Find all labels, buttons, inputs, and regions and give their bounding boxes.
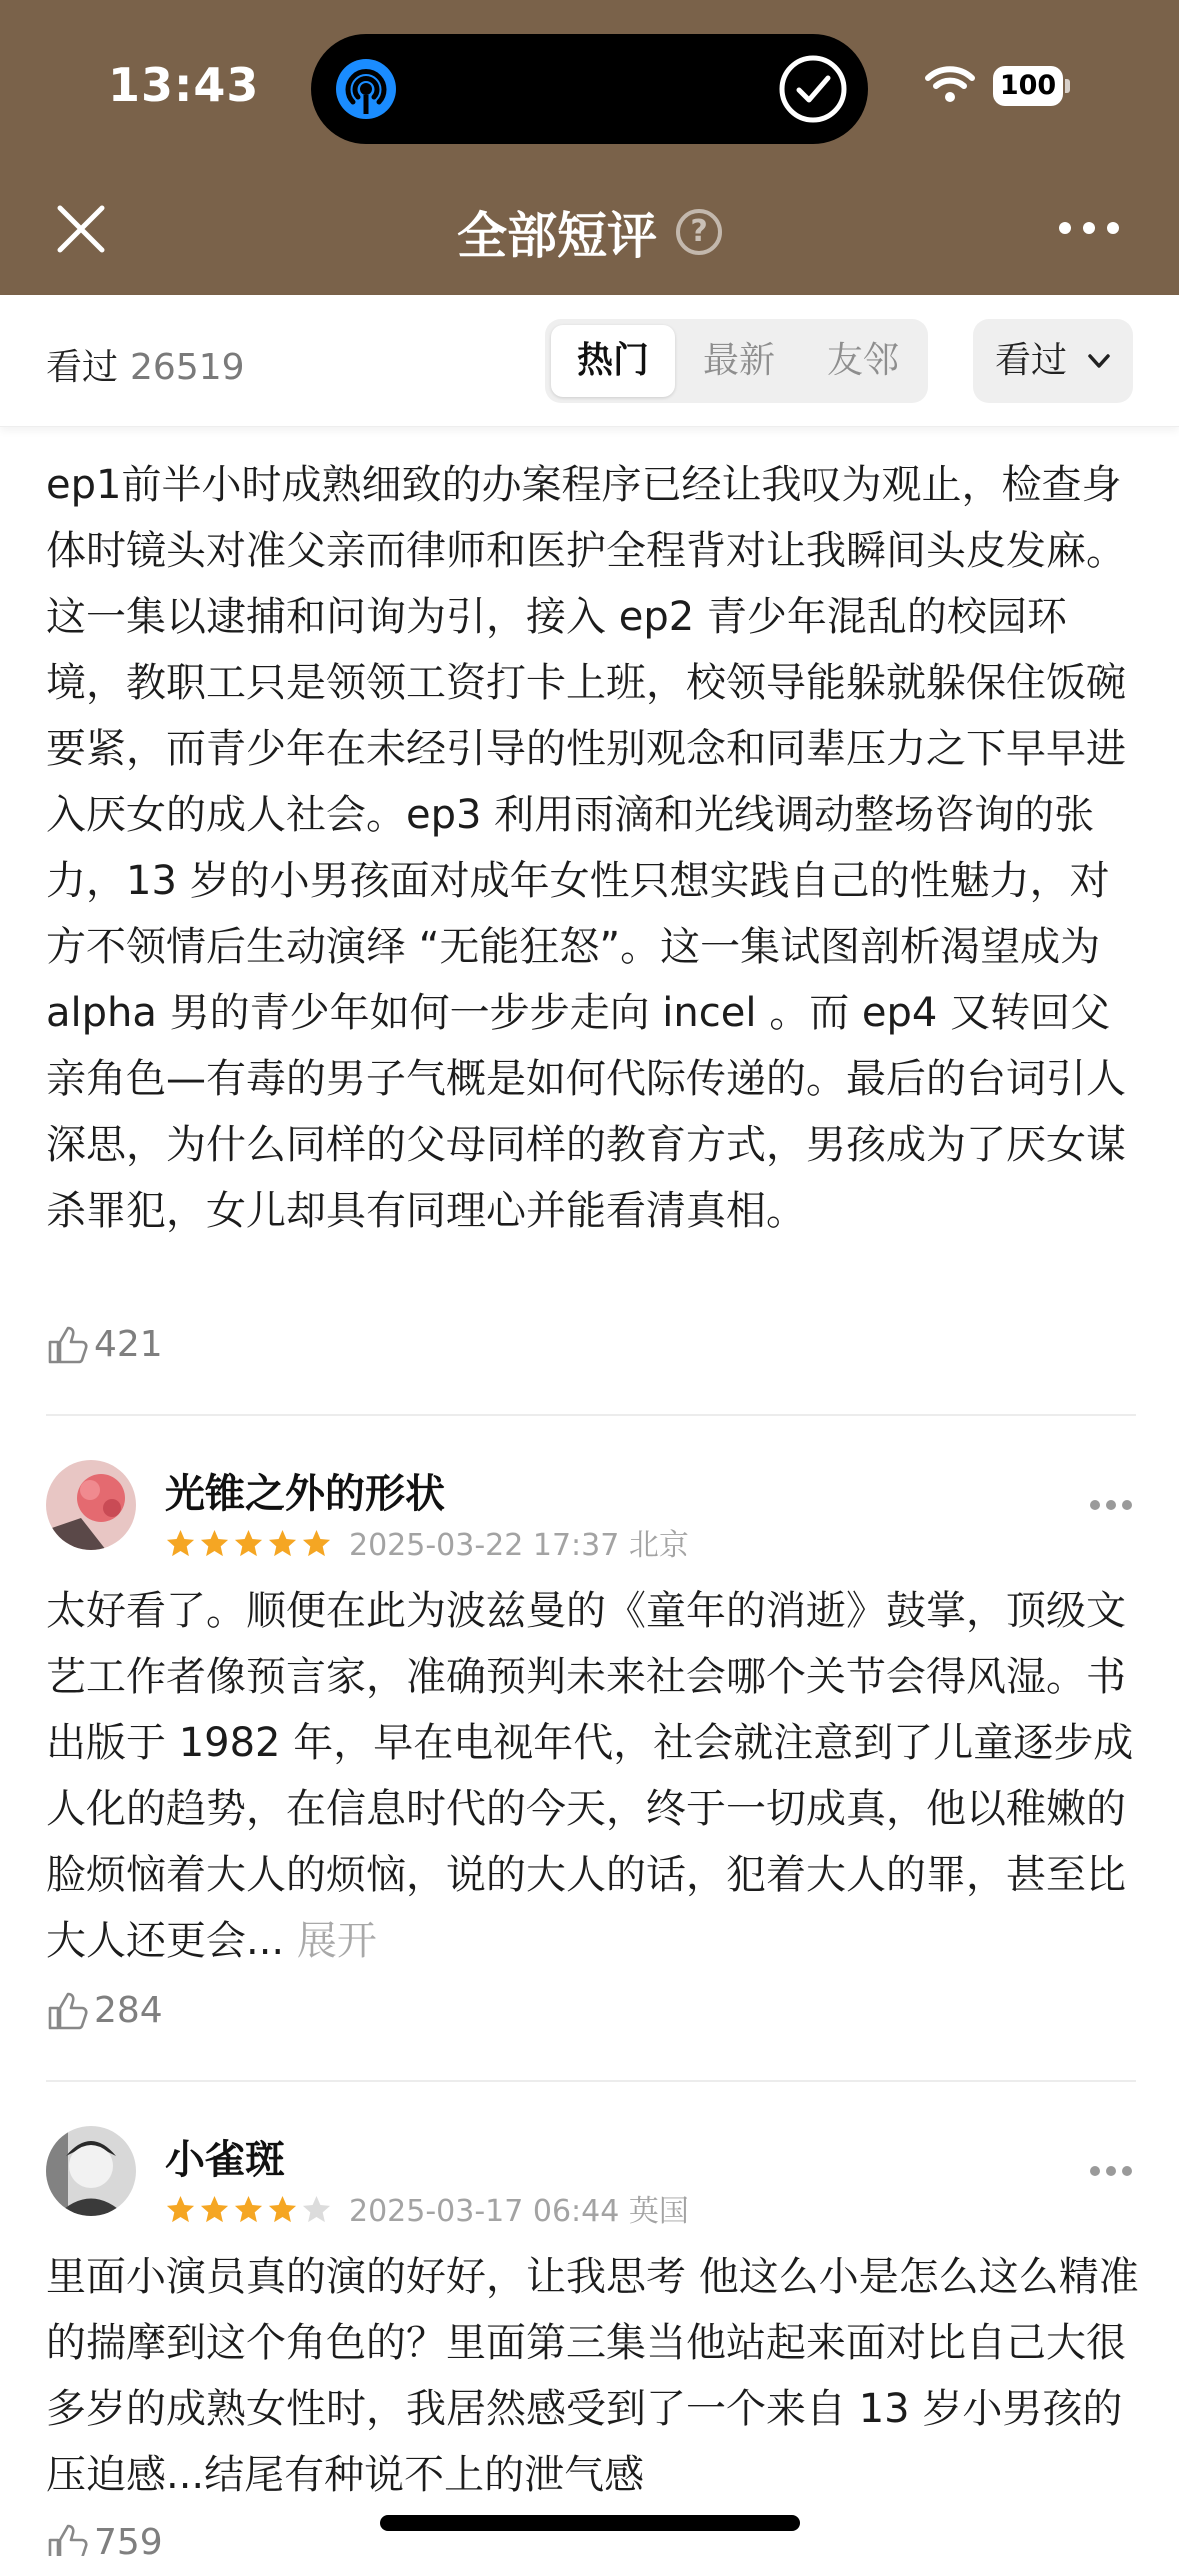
chevron-down-icon — [1087, 349, 1111, 373]
checkmark-circle-icon — [778, 54, 848, 124]
more-options-button[interactable] — [1056, 206, 1122, 250]
review-meta — [165, 1520, 689, 1564]
like-count: 284 — [94, 1989, 163, 2031]
star-icon — [165, 2194, 196, 2225]
help-icon[interactable]: ? — [676, 209, 722, 255]
seen-label: 看过 — [46, 347, 119, 388]
page-title: 全部短评 — [456, 207, 657, 265]
star-icon — [199, 1528, 230, 1559]
expand-link[interactable]: 展开 — [296, 1918, 377, 1964]
status-filter-dropdown[interactable] — [973, 319, 1133, 403]
top-header — [0, 0, 1179, 295]
like-button[interactable] — [46, 2520, 163, 2556]
like-button[interactable] — [46, 1322, 163, 1372]
divider — [46, 2080, 1136, 2082]
status-time: 13:43 — [108, 58, 260, 112]
like-button[interactable] — [46, 1988, 163, 2038]
tab-hot[interactable]: 热门 — [551, 325, 675, 397]
username[interactable]: 小雀斑 — [165, 2137, 285, 2183]
star-icon — [301, 1528, 332, 1559]
wifi-icon — [925, 64, 975, 104]
battery-level: 100 — [993, 66, 1063, 106]
airdrop-icon — [331, 54, 401, 124]
rating-stars — [165, 1525, 335, 1560]
review-text: 里面小演员真的演的好好，让我思考 他这么小是怎么这么精准的揣摩到这个角色的？里面第三集当他站起来面对比自己大很多岁的成熟女性时，我居然感受到了一个来自 13 岁小男孩的压迫感...结尾有种说不上的泄气感 — [46, 2254, 1139, 2498]
review-more-button[interactable] — [1088, 1498, 1134, 1512]
divider — [46, 1414, 1136, 1416]
review-more-button[interactable] — [1088, 2164, 1134, 2178]
rating-stars — [165, 2191, 335, 2226]
star-icon — [267, 2194, 298, 2225]
star-icon — [199, 2194, 230, 2225]
avatar[interactable] — [46, 2126, 136, 2216]
tab-latest[interactable]: 最新 — [702, 340, 775, 381]
star-empty-icon — [301, 2194, 332, 2225]
like-count: 759 — [94, 2521, 163, 2556]
status-filter-label: 看过 — [995, 340, 1068, 381]
battery-icon — [993, 66, 1071, 106]
review-date: 2025-03-17 06:44 英国 — [349, 2194, 689, 2229]
home-indicator — [380, 2515, 800, 2531]
review-body: 太好看了。顺便在此为波兹曼的《童年的消逝》鼓掌，顶级文艺工作者像预言家，准确预判未来社会哪个关节会得风湿。书出版于 1982 年，早在电视年代，社会就注意到了儿童逐步成人化的趋势，在信息时代的今天，终于一切成真，他以稚嫩的脸烦恼着大人的烦恼，说的大人的话，犯着大人的罪，甚至比大人还更会... — [46, 1588, 1134, 1964]
thumbs-up-icon — [46, 1988, 90, 2032]
like-count: 421 — [94, 1323, 163, 1365]
review-text — [46, 1578, 1146, 1974]
review-meta — [165, 2186, 689, 2230]
thumbs-up-icon — [46, 1322, 90, 1366]
dynamic-island — [311, 34, 868, 144]
review-text: ep1前半小时成熟细致的办案程序已经让我叹为观止，检查身体时镜头对准父亲而律师和医护全程背对让我瞬间头皮发麻。这一集以逮捕和问询为引，接入 ep2 青少年混乱的校园环境，教职工只是领领工资打卡上班，校领导能躲就躲保住饭碗要紧，而青少年在未经引导的性别观念和同辈压力之下早早进入厌女的成人社会。ep3 利用雨滴和光线调动整场咨询的张力，13 岁的小男孩面对成年女性只想实践自己的性魅力，对方不领情后生动演绎 “无能狂怒”。这一集试图剖析渴望成为 alpha 男的青少年如何一步步走向 incel 。而 ep4 又转回父亲角色—有毒的男子气概是如何代际传递的。最后的台词引人深思，为什么同样的父母同样的教育方式，男孩成为了厌女谋杀罪犯，女儿却具有同理心并能看清真相。 — [46, 462, 1126, 1234]
seen-summary — [46, 339, 245, 390]
title-area — [0, 196, 1179, 268]
sort-tabs — [545, 319, 928, 403]
star-icon — [233, 2194, 264, 2225]
thumbs-up-icon — [46, 2520, 90, 2556]
tab-friends[interactable]: 友邻 — [826, 340, 899, 381]
username[interactable]: 光锥之外的形状 — [165, 1471, 445, 1517]
avatar[interactable] — [46, 1460, 136, 1550]
star-icon — [267, 1528, 298, 1559]
star-icon — [165, 1528, 196, 1559]
seen-count: 26519 — [130, 347, 245, 388]
filter-bar — [0, 295, 1179, 427]
star-icon — [233, 1528, 264, 1559]
review-date: 2025-03-22 17:37 北京 — [349, 1528, 689, 1563]
